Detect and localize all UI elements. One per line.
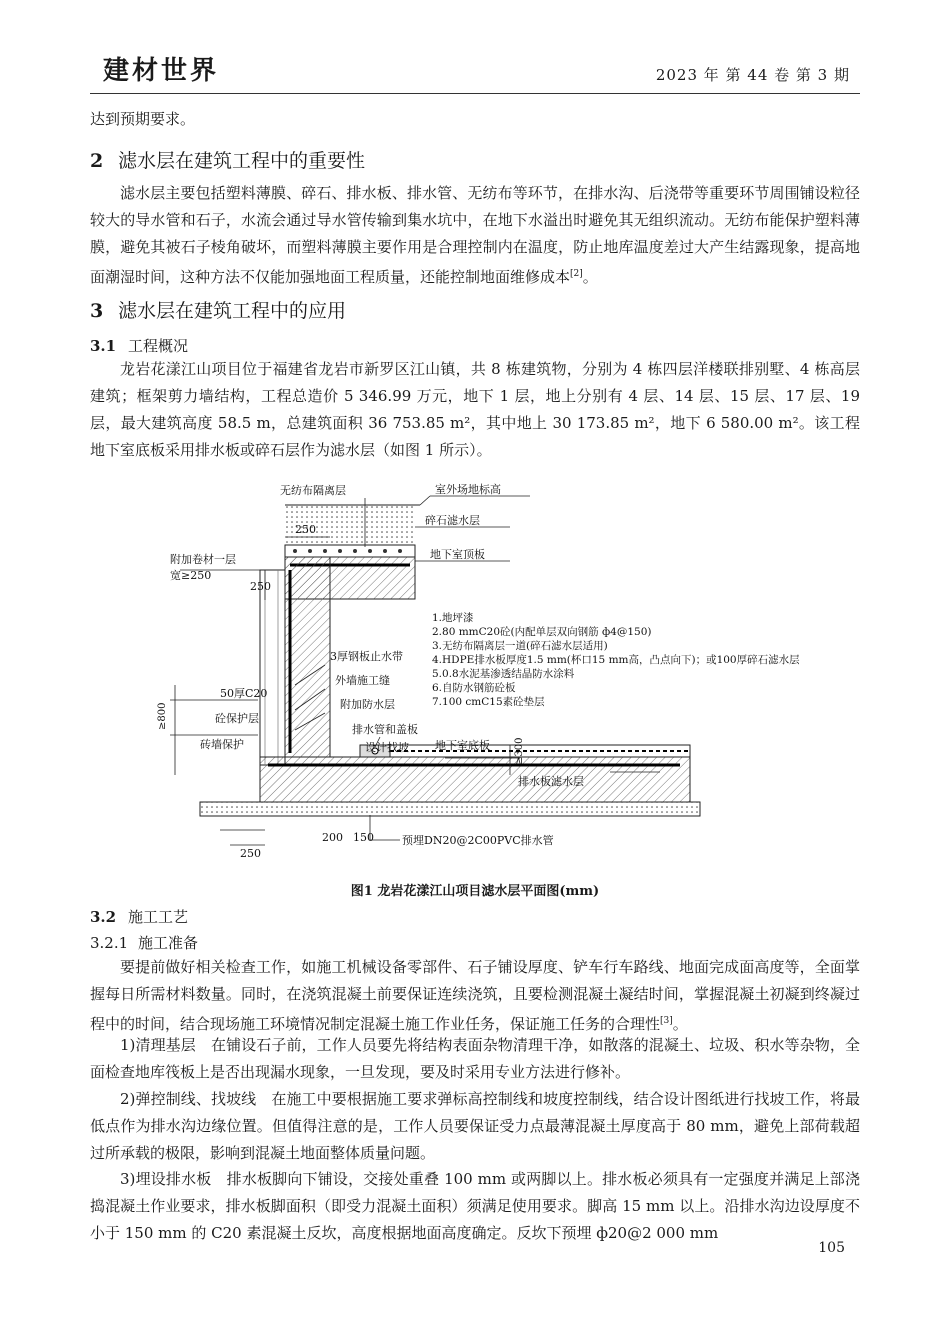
step-3-paragraph [90, 1166, 860, 1247]
label-base-slab: 地下室底板 [435, 739, 490, 752]
step-1-label: 1)清理基层 [120, 1036, 196, 1054]
subsection-3-2-1-title: 施工准备 [138, 934, 199, 952]
step-1-text: 在铺设石子前，工作人员要先将结构表面杂物清理干净，如散落的混凝土、垃圾、积水等杂物，全面检查地库筏板上是否出现漏水现象，一旦发现，要及时采用专业方法进行修补。 [90, 1036, 860, 1081]
legend-item: 4.HDPE排水板厚度1.5 mm(杯口15 mm高，凸点向下)；或100厚碎石滤水层 [432, 654, 800, 666]
subsection-3-2-1-body: 要提前做好相关检查工作，如施工机械设备零部件、石子铺设厚度、铲车行车路线、地面完成面高度等，全面掌握每日所需材料数量。同时，在浇筑混凝土前要保证连续浇筑，且要检测混凝土凝结时间，掌握混凝土初凝到终凝过程中的时间，结合现场施工环境情况制定混凝土施工作业任务，保证施工任务的合理性[3]。 [90, 958, 860, 1033]
label-dim-250-side: 250 [250, 580, 271, 593]
brick-protection [260, 570, 285, 765]
legend-item: 7.100 cmC15素砼垫层 [432, 696, 545, 708]
subsection-3-2-1-number: 3.2.1 [90, 934, 129, 952]
subsection-3-2-heading [90, 906, 188, 927]
label-gravel-layer: 碎石滤水层 [425, 514, 480, 527]
label-outdoor-level: 室外场地标高 [435, 483, 501, 496]
label-extra-membrane-2: 宽≥250 [170, 569, 212, 582]
legend-item: 6.自防水钢筋砼板 [432, 682, 516, 694]
label-dim-250-bottom: 250 [240, 847, 261, 860]
label-pvc-pipe: 预埋DN20@2C00PVC排水管 [402, 834, 554, 847]
label-extra-waterproof: 附加防水层 [340, 698, 395, 711]
citation-2: [2] [570, 269, 583, 279]
legend-item: 5.0.8水泥基渗透结晶防水涂料 [432, 668, 575, 680]
label-dim-150: 150 [353, 831, 374, 844]
subsection-3-1-heading [90, 335, 188, 356]
step-3-text: 排水板脚向下铺设，交接处重叠 100 mm 或两脚以上。排水板必须具有一定强度并满足上部浇捣混凝土作业要求，排水板脚面积（即受力混凝土面积）须满足使用要求。脚高 15 mm 以上。沿排水沟边设厚度不小于 150 mm 的 C20 素混凝土反坎，高度根据地面高度确定。反坎下预埋 ф20@2 000 mm [90, 1170, 860, 1242]
label-dim-250-top: 250 [295, 523, 316, 536]
subsection-3-2-number: 3.2 [90, 908, 117, 926]
label-roof-slab: 地下室顶板 [430, 548, 485, 561]
page-number: 105 [818, 1240, 845, 1256]
subsection-3-2-1-heading [90, 932, 198, 953]
header-rule [90, 93, 860, 94]
label-drain-board-layer: 排水板滤水层 [518, 775, 584, 788]
subsection-3-2-1-text: 要提前做好相关检查工作，如施工机械设备零部件、石子铺设厚度、铲车行车路线、地面完成面高度等，全面掌握每日所需材料数量。同时，在浇筑混凝土前要保证连续浇筑，且要检测混凝土凝结时间，掌握混凝土初凝到终凝过程中的时间，结合现场施工环境情况制定混凝土施工作业任务，保证施工任务的合理性 [90, 958, 860, 1033]
journal-title: 建材世界 [103, 56, 220, 86]
section-2-title: 滤水层在建筑工程中的重要性 [118, 150, 366, 172]
figure-1-drawing [90, 475, 860, 875]
step-2-label: 2)弹控制线、找坡线 [120, 1090, 257, 1108]
label-extra-membrane-1: 附加卷材一层 [170, 553, 236, 566]
issue-info: 2023 年 第 44 卷 第 3 期 [655, 66, 850, 84]
cushion-layer [200, 802, 700, 816]
label-wall-joint: 外墙施工缝 [335, 674, 390, 687]
label-dim-300: ≥300 [514, 737, 525, 765]
subsection-3-1-body: 龙岩花漾江山项目位于福建省龙岩市新罗区江山镇，共 8 栋建筑物，分别为 4 栋四层洋楼联排别墅、4 栋高层建筑；框架剪力墙结构，工程总造价 5 346.99 万元，地下 1 层，地上分别有 4 层、14 层、15 层、17 层、19 层，最大建筑高度 58.5 m，总建筑面积 36 753.85 m²，其中地上 30 173.85 m²，地下 6 580.00 m²。该工程地下室底板采用排水板或碎石层作为滤水层（如图 1 所示）。 [90, 360, 860, 459]
label-slope: 设计找坡 [365, 741, 409, 754]
label-geotextile: 无纺布隔离层 [280, 484, 346, 497]
step-3-label: 3)埋设排水板 [120, 1170, 212, 1188]
label-protect-1: 50厚C20 [220, 687, 268, 700]
step-1-paragraph [90, 1032, 860, 1086]
section-2-number: 2 [90, 150, 104, 172]
section-3-heading [90, 296, 346, 323]
legend-item: 2.80 mmC20砼(内配单层双向钢筋 ф4@150) [432, 626, 652, 638]
citation-3: [3] [660, 1016, 673, 1026]
section-2-heading [90, 146, 365, 173]
section-3-number: 3 [90, 300, 104, 322]
subsection-3-1-number: 3.1 [90, 337, 117, 355]
gravel-layer [285, 545, 415, 557]
figure-1-caption: 图1 龙岩花漾江山项目滤水层平面图(mm) [350, 884, 600, 899]
legend-item: 1.地坪漆 [432, 612, 474, 624]
step-2-text: 在施工中要根据施工要求弹标高控制线和坡度控制线，结合设计图纸进行找坡工作，将最低点作为排水沟边缘位置。但值得注意的是，工作人员要保证受力点最薄混凝土厚度高于 80 mm，避免上部荷载超过所承载的极限，影响到混凝土地面整体质量问题。 [90, 1090, 860, 1162]
construction-legend [432, 611, 800, 708]
label-dim-800: ≥800 [157, 702, 168, 730]
label-brick: 砖墙保护 [200, 738, 244, 751]
basement-wall [285, 557, 330, 757]
subsection-3-1-title: 工程概况 [128, 337, 189, 355]
label-waterstop: 3厚钢板止水带 [330, 650, 403, 663]
legend-item: 3.无纺布隔离层一道(碎石滤水层适用) [432, 640, 608, 652]
subsection-3-2-title: 施工工艺 [128, 908, 189, 926]
section-3-title: 滤水层在建筑工程中的应用 [118, 300, 347, 322]
label-drain-pipe: 排水管和盖板 [352, 723, 418, 736]
section-2-text: 滤水层主要包括塑料薄膜、碎石、排水板、排水管、无纺布等环节，在排水沟、后浇带等重要环节周围铺设粒径较大的导水管和石子，水流会通过导水管传输到集水坑中，在地下水溢出时避免其无组织流动。无纺布能保护塑料薄膜，避免其被石子棱角破坏，而塑料薄膜主要作用是合理控制内在温度，防止地库温度差过大产生结露现象，提高地面潮湿时间，这种方法不仅能加强地面工程质量，还能控制地面维修成本 [90, 184, 860, 286]
section-2-body: 滤水层主要包括塑料薄膜、碎石、排水板、排水管、无纺布等环节，在排水沟、后浇带等重要环节周围铺设粒径较大的导水管和石子，水流会通过导水管传输到集水坑中，在地下水溢出时避免其无组织流动。无纺布能保护塑料薄膜，避免其被石子棱角破坏，而塑料薄膜主要作用是合理控制内在温度，防止地库温度差过大产生结露现象，提高地面潮湿时间，这种方法不仅能加强地面工程质量，还能控制地面维修成本[2]。 [90, 184, 860, 286]
label-dim-200: 200 [322, 831, 343, 844]
step-2-paragraph [90, 1086, 860, 1167]
label-protect-2: 砼保护层 [215, 712, 259, 725]
intro-text: 达到预期要求。 [90, 110, 196, 128]
